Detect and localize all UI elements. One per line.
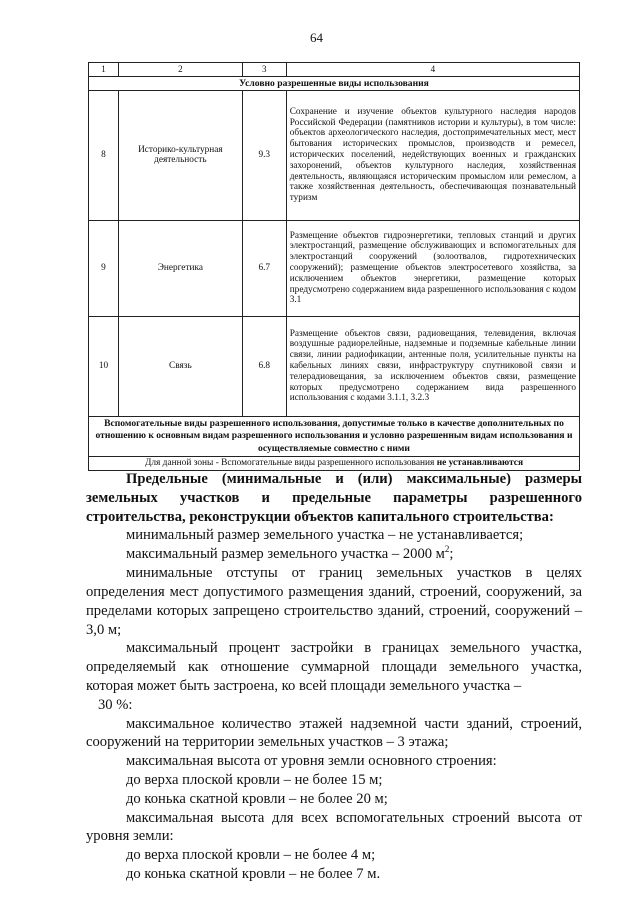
parameters-section: [86, 470, 582, 884]
main-pitched-roof-line: до конька скатной кровли – не более 20 м;: [126, 790, 388, 807]
table-row: [89, 90, 580, 220]
aux-pitched-roof-line: до конька скатной кровли – не более 7 м.: [126, 866, 381, 883]
use-description: Сохранение и изучение объектов культурного наследия народов Российской Федерации (памятников истории и культуры), в том числе: объектов археологического наследия, достопримечательных мест, мест бытования исторических промыслов, производств и ремесел, исторических поселений, недействующих военных и гражданских захоронений, объектов культурного наследия, хозяйственная деятельность, являющаяся историческим промыслом или ремеслом, а также хозяйственная деятельность, обеспечивающая познавательный туризм: [286, 90, 579, 220]
use-name: Историко-культурная деятельность: [118, 90, 242, 220]
use-code: 6.8: [242, 316, 286, 416]
page-number: 64: [310, 30, 323, 45]
parameters-heading: Предельные (минимальные и (или) максимальные) размеры земельных участков и предельные параметры разрешенного строительства, реконструкции объектов капитального строительства:: [86, 471, 582, 525]
auxiliary-title: Вспомогательные виды разрешенного использования, допустимые только в качестве дополнительных по отношению к основным видам разрешенного использования и условно разрешенным видам использования и осуществляемые совместно с ними: [89, 416, 580, 456]
section-title-row: [89, 76, 580, 90]
floors-line: максимальное количество этажей надземной части зданий, строений, сооружений на территории земельных участков – 3 этажа;: [86, 715, 582, 751]
use-description: Размещение объектов гидроэнергетики, тепловых станций и других электростанций, размещение обслуживающих и вспомогательных для электростанций сооружений (золоотвалов, гидротехнических сооружений); размещение объектов электросетевого хозяйства, за исключением объектов энергетики, размещение которых предусмотрено содержанием вида разрешенного использования с кодом 3.1: [286, 220, 579, 316]
use-code: 6.7: [242, 220, 286, 316]
table-header-row: [89, 63, 580, 77]
row-number: 9: [89, 220, 119, 316]
use-code: 9.3: [242, 90, 286, 220]
main-height-title: максимальная высота от уровня земли основного строения:: [126, 753, 497, 770]
use-description: Размещение объектов связи, радиовещания, телевидения, включая воздушные радиорелейные, надземные и подземные кабельные линии связи, линии радиофикации, антенные поля, усилительные пункты на кабельных линиях связи, инфраструктуру спутниковой связи и телерадиовещания, за исключением объектов связи, размещение которых предусмотрено содержанием вида разрешенного использования с кодами 3.1.1, 3.2.3: [286, 316, 579, 416]
aux-height-title: максимальная высота для всех вспомогательных строений высота от уровня земли:: [86, 809, 582, 845]
auxiliary-note-value: не устанавливаются: [436, 458, 524, 469]
max-area-suffix: ;: [449, 546, 454, 563]
aux-flat-roof-line: до верха плоской кровли – не более 4 м;: [126, 847, 376, 864]
table-row: [89, 316, 580, 416]
col-header-2: 2: [118, 63, 242, 77]
row-number: 8: [89, 90, 119, 220]
row-number: 10: [89, 316, 119, 416]
permitted-use-table: [88, 62, 580, 471]
use-name: Энергетика: [118, 220, 242, 316]
min-area-line: минимальный размер земельного участка – не устанавливается;: [126, 527, 524, 544]
auxiliary-note-prefix: Для данной зоны - Вспомогательные виды разрешенного использования: [144, 458, 435, 469]
use-name: Связь: [118, 316, 242, 416]
setbacks-line: минимальные отступы от границ земельных участков в целях определения мест допустимого размещения зданий, строений, сооружений, за пределами которых запрещено строительство зданий, строений, сооружений – 3,0 м;: [86, 565, 582, 638]
coverage-value: 30 %:: [98, 696, 133, 713]
col-header-1: 1: [89, 63, 119, 77]
col-header-4: 4: [286, 63, 579, 77]
max-area-text: максимальный размер земельного участка – 2000 м: [126, 546, 445, 563]
auxiliary-note: [89, 457, 580, 471]
auxiliary-title-row: [89, 416, 580, 456]
main-flat-roof-line: до верха плоской кровли – не более 15 м;: [126, 772, 383, 788]
coverage-line: максимальный процент застройки в границах земельного участка, определяемый как отношение суммарной площади земельного участка, которая может быть застроена, ко всей площади земельного участка –: [86, 640, 582, 694]
max-area-line: [86, 545, 582, 564]
section-title: Условно разрешенные виды использования: [89, 76, 580, 90]
max-area-sup: 2: [444, 544, 450, 555]
table-row: [89, 220, 580, 316]
col-header-3: 3: [242, 63, 286, 77]
auxiliary-note-row: [89, 457, 580, 471]
